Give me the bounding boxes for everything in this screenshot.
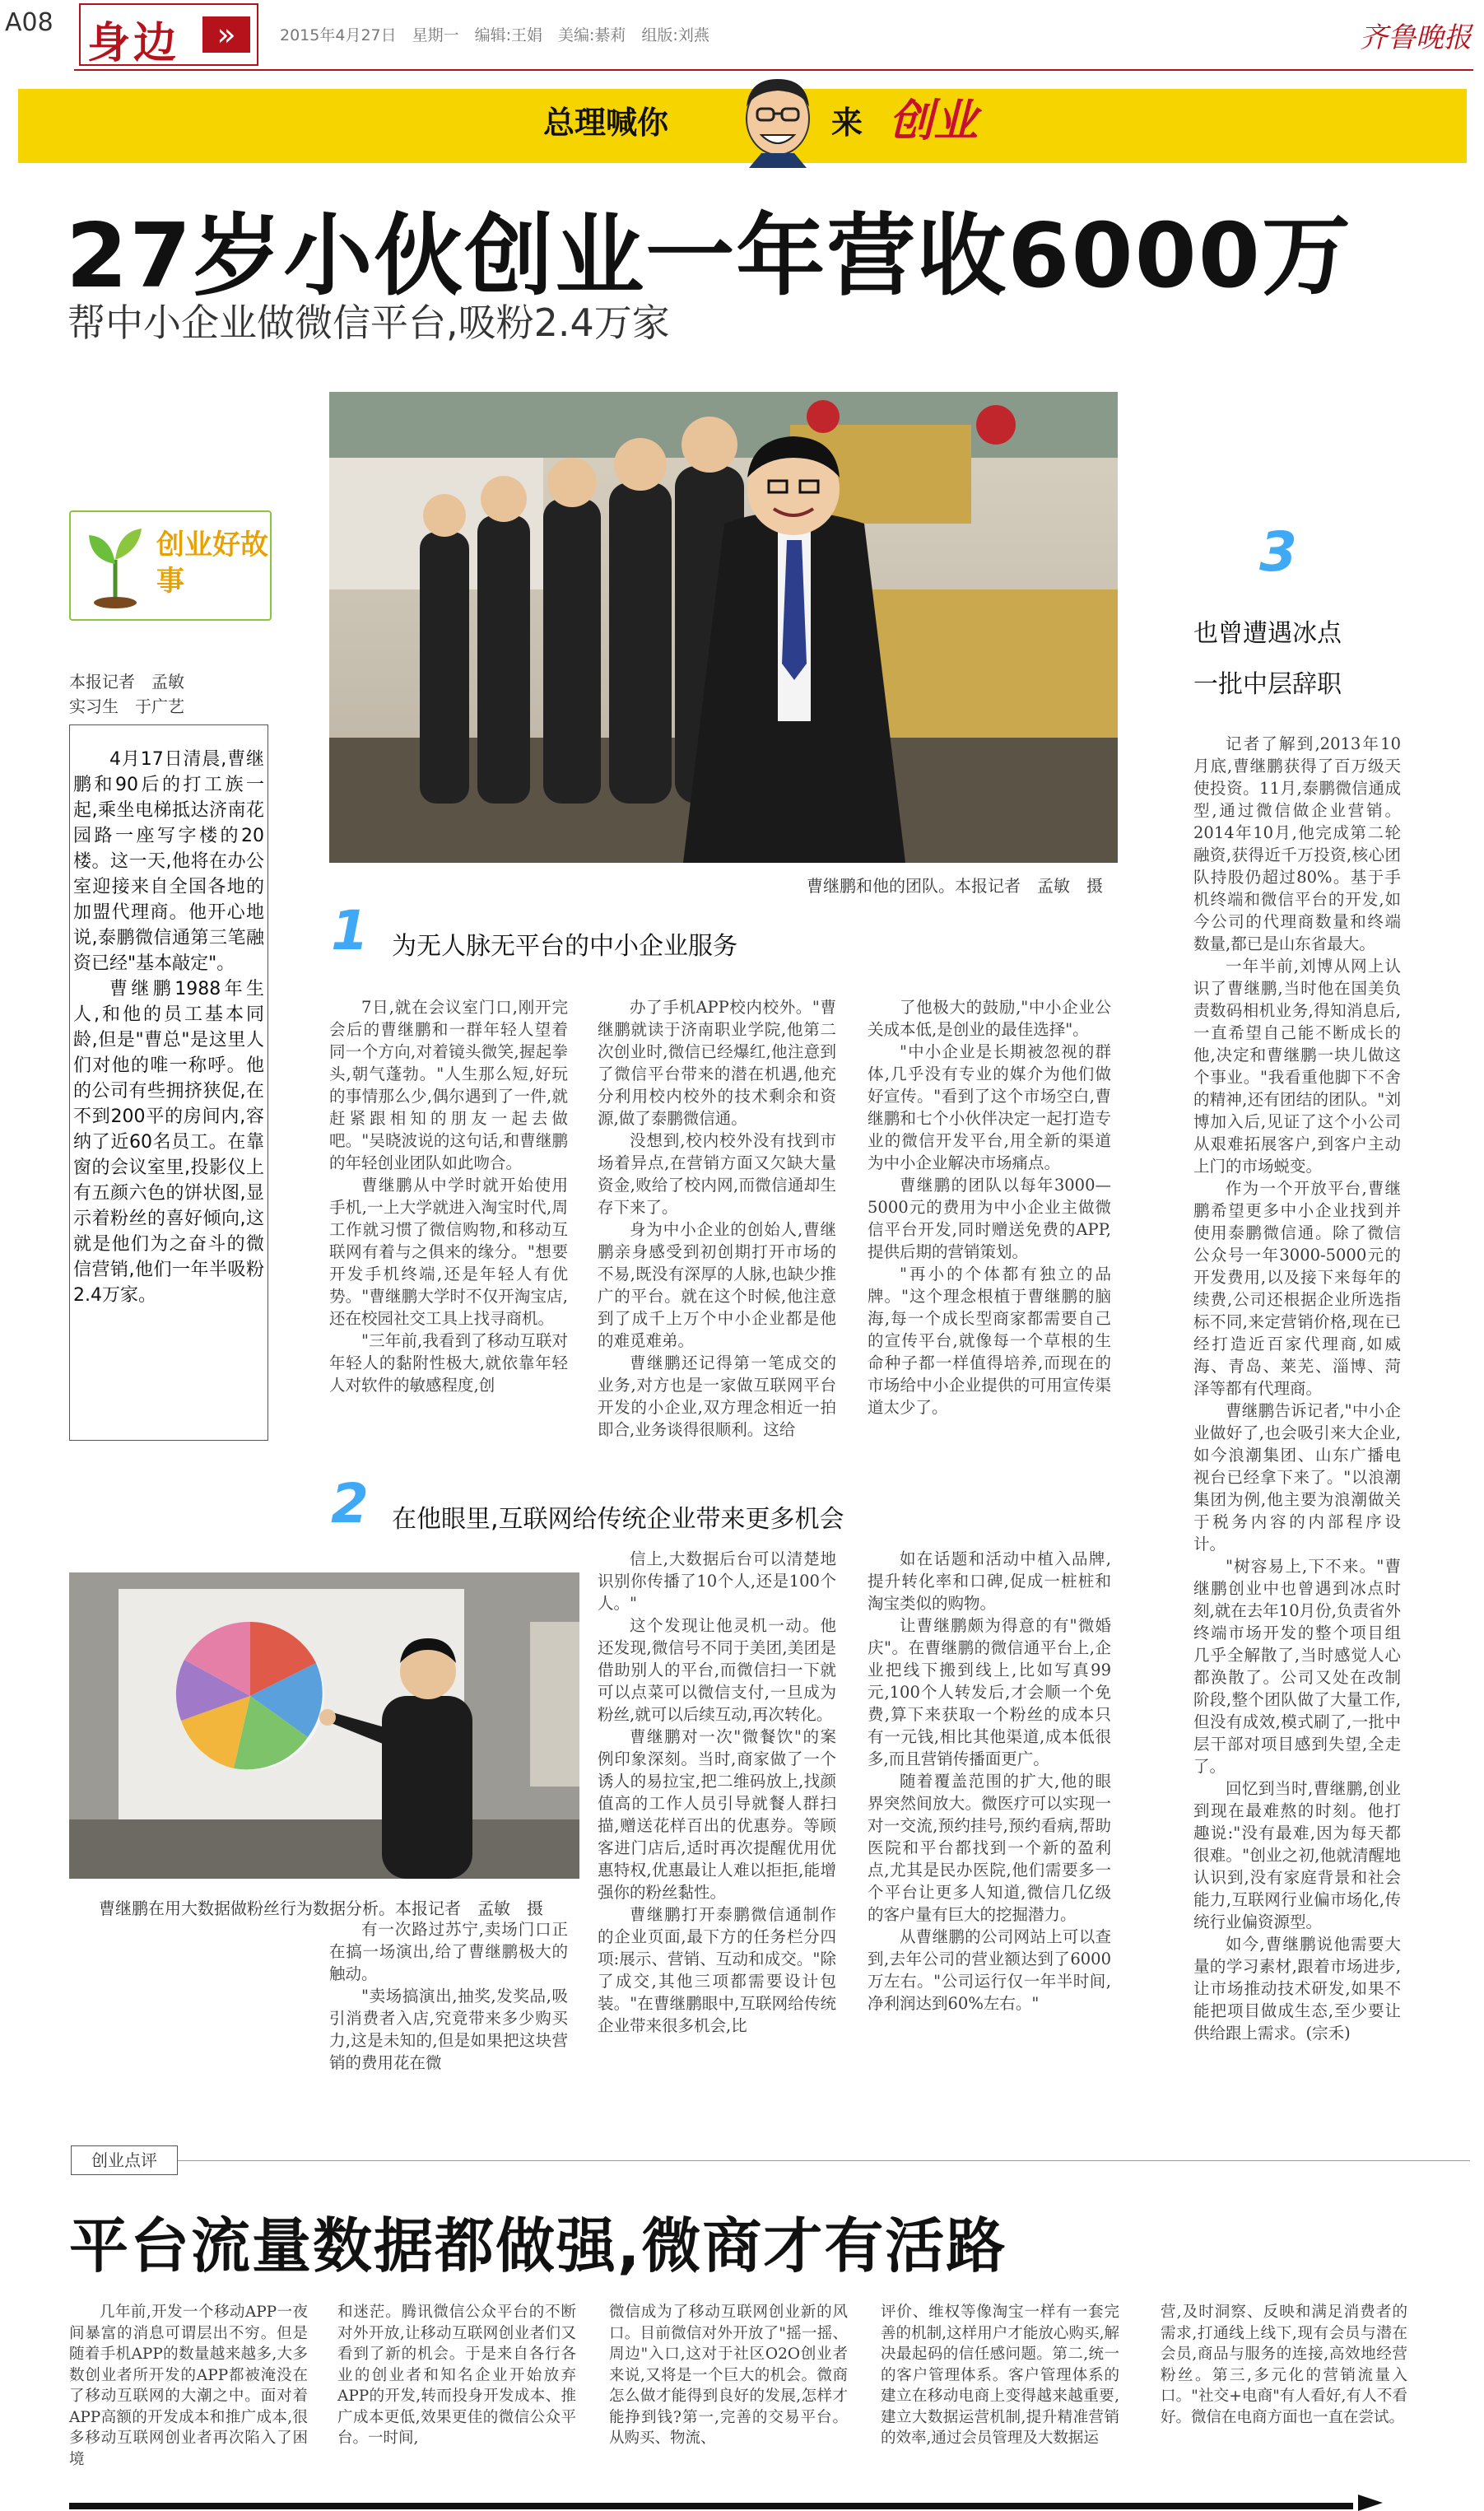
chevron-right-icon: » bbox=[202, 16, 250, 53]
s3-paragraph: 曹继鹏告诉记者,"中小企业做好了,也会吸引来大企业,如今浪潮集团、山东广播电视台已经拿下来了。"以浪潮集团为例,他主要为浪潮做关于税务内容的内部程序设计。 bbox=[1193, 1401, 1401, 1554]
comment-paragraph: 营,及时洞察、反映和满足消费者的需求,打通线上线下,现有会员与潜在会员,商品与服务的连接,高效地经营粉丝。第三,多元化的营销流量入口。"社交+电商"有人看好,有人不看好。微信在电商方面也一直在尝试。 bbox=[1161, 2304, 1407, 2426]
comment-paragraph: 评价、维权等像淘宝一样有一套完善的机制,这样用户才能放心购买,解决最起码的信任感问题。第二,统一的客户管理体系。客户管理体系的建立在移动电商上变得越来越重要,建立大数据运营机制,提升精准营销的效率,通过会员管理及大数据运 bbox=[881, 2304, 1119, 2447]
comment-paragraph: 和迷茫。腾讯微信公众平台的不断对外开放,让移动互联网创业者们又看到了新的机会。于是来自各行各业的创业者和知名企业开始放弃APP的开发,转而投身开发成本、推广成本更低,效果更佳的微信公众平台。一时间, bbox=[337, 2304, 576, 2447]
section-3-number: 3 bbox=[1259, 520, 1297, 584]
story-badge-title: 创业好故事 bbox=[156, 529, 268, 598]
s1-paragraph: "三年前,我看到了移动互联对年轻人的黏附性极大,就依靠年轻人对软件的敏感程度,创 bbox=[329, 1331, 568, 1395]
s2-column-2 bbox=[598, 1548, 836, 2037]
banner-text-right: 来 bbox=[831, 105, 863, 141]
s2-paragraph: 如在话题和活动中植入品牌,提升转化率和口碑,促成一桩桩和淘宝类似的购物。 bbox=[868, 1549, 1111, 1613]
presentation-photo bbox=[69, 1572, 579, 1879]
s1-paragraph: "中小企业是长期被忽视的群体,几乎没有专业的媒介为他们做好宣传。"看到了这个市场空白,曹继鹏和七个小伙伴决定一起打造专业的微信开发平台,用全新的渠道为中小企业解决市场痛点。 bbox=[868, 1042, 1111, 1172]
headline: 27岁小伙创业一年营收6000万 bbox=[66, 205, 1352, 308]
s3-paragraph: 回忆到当时,曹继鹏,创业到现在最难熬的时刻。他打趣说:"没有最难,因为每天都很难。"创业之初,他就清醒地认识到,没有家庭背景和社会能力,互联网行业偏市场化,传统行业偏资源型。 bbox=[1193, 1779, 1401, 1931]
section-1-title: 为无人脉无平台的中小企业服务 bbox=[392, 932, 737, 961]
comment-column-1 bbox=[69, 2302, 308, 2470]
s1-paragraph: "再小的个体都有独立的品牌。"这个理念根植于曹继鹏的脑海,每一个成长型商家都需要自己的宣传平台,就像每一个草根的生命种子都一样值得培养,而现在的市场给中小企业提供的可用宣传渠道太少了。 bbox=[868, 1265, 1111, 1417]
section-3-title-line2: 一批中层辞职 bbox=[1193, 670, 1342, 699]
s1-paragraph: 身为中小企业的创始人,曹继鹏亲身感受到初创期打开市场的不易,既没有深厚的人脉,也缺少推广的平台。就在这个时候,他注意到了成千上万个中小企业都是他的难觅难弟。 bbox=[598, 1220, 836, 1350]
section-3-title-line1: 也曾遭遇冰点 bbox=[1193, 619, 1342, 648]
s3-paragraph: "树容易上,下不来。"曹继鹏创业中也曾遇到冰点时刻,就在去年10月份,负责省外终端市场开发的整个项目组几乎全解散了,当时感觉人心都涣散了。公司又处在改制阶段,整个团队做了大量工作,但没有成效,模式刷了,一批中层干部对项目感到失望,全走了。 bbox=[1193, 1557, 1401, 1776]
s1-column-3 bbox=[868, 996, 1111, 1419]
s2-paragraph: "卖场搞演出,抽奖,发奖品,吸引消费者入店,究竟带来多少购买力,这是未知的,但是如果把这块营销的费用花在微 bbox=[329, 1987, 568, 2072]
banner-text-left: 总理喊你 bbox=[543, 105, 669, 141]
s1-column-2 bbox=[598, 996, 836, 1441]
masthead-logo: 齐鲁晚报 bbox=[1360, 21, 1472, 54]
comment-column-4 bbox=[881, 2302, 1119, 2449]
s3-paragraph: 作为一个开放平台,曹继鹏希望更多中小企业找到并使用泰鹏微信通。除了微信公众号一年3000-5000元的开发费用,以及接下来每年的续费,公司还根据企业所选指标不同,来定营销价格,现在已经打造近百家代理商,如威海、青岛、莱芜、淄博、菏泽等都有代理商。 bbox=[1193, 1179, 1401, 1398]
s2-paragraph: 信上,大数据后台可以清楚地识别你传播了10个人,还是100个人。" bbox=[598, 1549, 836, 1613]
s2-paragraph: 这个发现让他灵机一动。他还发现,微信号不同于美团,美团是借助别人的平台,而微信扫一下就可以点菜可以微信支付,一旦成为粉丝,就可以后续互动,再次转化。 bbox=[598, 1616, 836, 1724]
subheadline: 帮中小企业做微信平台,吸粉2.4万家 bbox=[67, 300, 670, 345]
lead-paragraph: 曹继鹏1988年生人,和他的员工基本同龄,但是"曹总"是这里人们对他的唯一称呼。他的公司有些拥挤狭促,在不到200平的房间内,容纳了近60名员工。在靠窗的会议室里,投影仪上有五颜六色的饼状图,显示着粉丝的喜好倾向,这就是他们为之奋斗的微信营销,他们一年半吸粉2.4万家。 bbox=[73, 979, 264, 1306]
lead-column bbox=[69, 724, 268, 1441]
section-title: 身边 bbox=[87, 19, 180, 68]
comment-paragraph: 几年前,开发一个移动APP一夜间暴富的消息可谓层出不穷。但是随着手机APP的数量越来越多,大多数创业者所开发的APP都被淹没在了移动互联网的大潮之中。面对着APP高额的开发成本和推广成本,很多移动互联网创业者再次陷入了困境 bbox=[69, 2304, 308, 2468]
s3-paragraph: 如今,曹继鹏说他需要大量的学习素材,跟着市场进步,让市场推动技术研发,如果不能把项目做成生态,至少要让供给跟上需求。(宗禾) bbox=[1193, 1935, 1401, 2043]
section-1-number: 1 bbox=[331, 899, 369, 962]
page-code: A08 bbox=[5, 8, 53, 37]
s2-column-1 bbox=[329, 1918, 568, 2074]
s2-paragraph: 从曹继鹏的公司网站上可以查到,去年公司的营业额达到了6000万左右。"公司运行仅一年半时间,净利润达到60%左右。" bbox=[868, 1927, 1111, 2013]
s2-paragraph: 随着覆盖范围的扩大,他的眼界突然间放大。微医疗可以实现一对一交流,预约挂号,预约看病,帮助医院和平台都找到一个新的盈利点,尤其是民办医院,他们需要多一个平台让更多人知道,微信几亿级的客户量有巨大的挖掘潜力。 bbox=[868, 1772, 1111, 1924]
seedling-icon bbox=[82, 519, 148, 609]
s1-column-1 bbox=[329, 996, 568, 1396]
section-2-number: 2 bbox=[331, 1472, 369, 1535]
comment-column-3 bbox=[609, 2302, 848, 2449]
s2-column-3 bbox=[868, 1548, 1111, 2015]
banner-accent: 创业 bbox=[889, 94, 978, 147]
s3-column bbox=[1193, 733, 1401, 2044]
s1-paragraph: 了他极大的鼓励,"中小企业公关成本低,是创业的最佳选择"。 bbox=[868, 998, 1111, 1039]
comment-column-5 bbox=[1161, 2302, 1407, 2428]
comment-rule bbox=[71, 2160, 1470, 2161]
s1-paragraph: 曹继鹏还记得第一笔成交的业务,对方也是一家做互联网平台开发的小企业,双方理念相近一拍即合,业务谈得很顺利。这给 bbox=[598, 1353, 836, 1439]
comment-column-2 bbox=[337, 2302, 576, 2449]
s1-paragraph: 办了手机APP校内校外。"曹继鹏就读于济南职业学院,他第二次创业时,微信已经爆红,他注意到了微信平台带来的潜在机遇,他充分利用校内校外的技术剩余和资源,做了泰鹏微信通。 bbox=[598, 998, 836, 1128]
s1-paragraph: 7日,就在会议室门口,刚开完会后的曹继鹏和一群年轻人望着同一个方向,对着镜头微笑,握起拳头,朝气蓬勃。"人生那么短,好玩的事情那么少,偶尔遇到了一件,就赶紧跟相知的朋友一起去做吧。"吴晓波说的这句话,和曹继鹏的年轻创业团队如此吻合。 bbox=[329, 998, 568, 1172]
team-photo bbox=[329, 392, 1118, 863]
byline-intern: 实习生 于广艺 bbox=[69, 696, 184, 716]
s2-paragraph: 让曹继鹏颇为得意的有"微婚庆"。在曹继鹏的微信通平台上,企业把线下搬到线上,比如写真99元,100个人转发后,才会顺一个免费,算下来获取一个粉丝的成本只有一元钱,相比其他渠道,成本低很多,而且营销传播面更广。 bbox=[868, 1616, 1111, 1768]
comment-paragraph: 微信成为了移动互联网创业新的风口。目前微信对外开放了"摇一摇、周边"入口,这对于社区O2O创业者来说,又将是一个巨大的机会。微商怎么做才能得到良好的发展,怎样才能挣到钱?第一,完善的交易平台。从购买、物流、 bbox=[609, 2304, 848, 2447]
s3-paragraph: 记者了解到,2013年10月底,曹继鹏获得了百万级天使投资。11月,泰鹏微信通成型,通过微信做企业营销。2014年10月,他完成第二轮融资,获得近千万投资,核心团队持股仍超过80%。基于手机终端和微信平台的开发,如今公司的代理商数量和终端数量,都已是山东省最大。 bbox=[1193, 734, 1401, 953]
footer-arrow-icon bbox=[1358, 2495, 1383, 2511]
comment-tag: 创业点评 bbox=[71, 2145, 178, 2175]
s1-paragraph: 曹继鹏从中学时就开始使用手机,一上大学就进入淘宝时代,周工作就习惯了微信购物,和移动互联网有着与之俱来的缘分。"想要开发手机终端,还是年轻人有优势。"曹继鹏大学时不仅开淘宝店,还在校园社交工具上找寻商机。 bbox=[329, 1176, 568, 1328]
photo-main-caption: 曹继鹏和他的团队。本报记者 孟敏 摄 bbox=[807, 876, 1103, 896]
footer-bar bbox=[69, 2503, 1353, 2509]
s1-paragraph: 没想到,校内校外没有找到市场着异点,在营销方面又欠缺大量资金,败给了校内网,而微信通却生存下来了。 bbox=[598, 1131, 836, 1217]
lead-paragraph: 4月17日清晨,曹继鹏和90后的打工族一起,乘坐电梯抵达济南花园路一座写字楼的20楼。这一天,他将在办公室迎接来自全国各地的加盟代理商。他开心地说,泰鹏微信通第三笔融资已经"基本敲定"。 bbox=[73, 749, 264, 974]
section-2-title: 在他眼里,互联网给传统企业带来更多机会 bbox=[392, 1505, 844, 1534]
comment-headline: 平台流量数据都做强,微商才有活路 bbox=[69, 2211, 1007, 2280]
s2-paragraph: 有一次路过苏宁,卖场门口正在搞一场演出,给了曹继鹏极大的触动。 bbox=[329, 1920, 568, 1983]
premier-cartoon-icon bbox=[724, 71, 831, 168]
photo-2-caption: 曹继鹏在用大数据做粉丝行为数据分析。本报记者 孟敏 摄 bbox=[99, 1898, 543, 1918]
s2-paragraph: 曹继鹏对一次"微餐饮"的案例印象深刻。当时,商家做了一个诱人的易拉宝,把二维码放上,找颜值高的工作人员引导就餐人群扫描,赠送花样百出的优惠券。等顾客进门店后,适时再次提醒优用优惠特权,优惠最让人难以拒拒,能增强你的粉丝黏性。 bbox=[598, 1727, 836, 1902]
edition-meta: 2015年4月27日 星期一 编辑:王娟 美编:綦莉 组版:刘燕 bbox=[280, 26, 709, 44]
s3-paragraph: 一年半前,刘博从网上认识了曹继鹏,当时他在国美负责数码相机业务,得知消息后,一直希望自己能不断成长的他,决定和曹继鹏一块儿做这个事业。"我看重他脚下不舍的精神,还有团结的团队。"刘博加入后,见证了这个小公司从艰难拓展客户,到客户主动上门的市场蜕变。 bbox=[1193, 957, 1401, 1176]
s2-paragraph: 曹继鹏打开泰鹏微信通制作的企业页面,最下方的任务栏分四项:展示、营销、互动和成交。"除了成交,其他三项都需要设计包装。"在曹继鹏眼中,互联网给传统企业带来很多机会,比 bbox=[598, 1905, 836, 2035]
s1-paragraph: 曹继鹏的团队以每年3000—5000元的费用为中小企业主做微信平台开发,同时赠送免费的APP,提供后期的营销策划。 bbox=[868, 1176, 1111, 1261]
byline-reporter: 本报记者 孟敏 bbox=[69, 672, 184, 692]
